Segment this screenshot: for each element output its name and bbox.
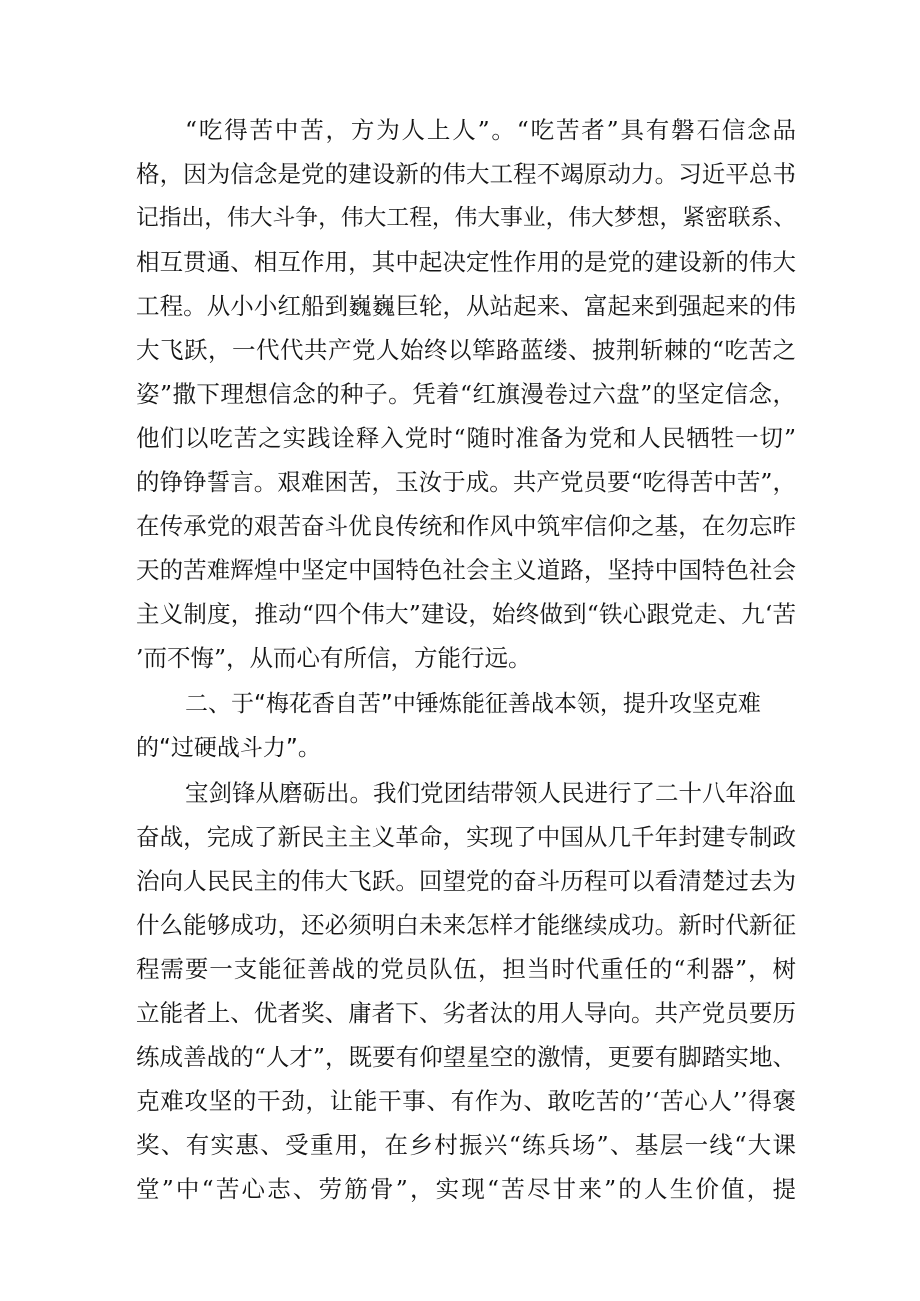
paragraph-1-line: 记指出，伟大斗争，伟大工程，伟大事业，伟大梦想，紧密联系、 [136,205,796,231]
paragraph-2-line: 堂”中“苦心志、劳筋骨”，实现“苦尽甘来”的人生价值，提 [136,1175,796,1203]
paragraph-2-line: 奋战，完成了新民主主义革命，实现了中国从几千年封建专制政 [136,823,796,851]
paragraph-2-line: 程需要一支能征善战的党员队伍，担当时代重任的“利器”，树 [136,955,796,983]
paragraph-1-line: 姿”撒下理想信念的种子。凭着“红旗漫卷过六盘”的坚定信念， [136,380,796,408]
paragraph-1-line: 他们以吃苦之实践诠释入党时“随时准备为党和人民牺牲一切” [136,424,796,452]
paragraph-1-line: 大飞跃，一代代共产党人始终以筚路蓝缕、披荆斩棘的“吃苦之 [136,336,796,364]
paragraph-1-line: 主义制度，推动“四个伟大”建设，始终做到“铁心跟党走、九‘苦 [136,600,796,628]
paragraph-2-line: 治向人民民主的伟大飞跃。回望党的奋斗历程可以看清楚过去为 [136,867,796,895]
paragraph-2-line: 宝剑锋从磨砺出。我们党团结带领人民进行了二十八年浴血 [185,779,796,807]
paragraph-1-line: 天的苦难辉煌中坚定中国特色社会主义道路，坚持中国特色社会 [136,556,796,584]
paragraph-1-line: 在传承党的艰苦奋斗优良传统和作风中筑牢信仰之基，在勿忘昨 [136,512,796,540]
section-heading-line: 二、于“梅花香自苦”中锤炼能征善战本领，提升攻坚克难 [185,691,761,717]
paragraph-1-line: 工程。从小小红船到巍巍巨轮，从站起来、富起来到强起来的伟 [136,292,796,320]
paragraph-1-line: 相互贯通、相互作用，其中起决定性作用的是党的建设新的伟大 [136,248,796,276]
paragraph-1-line: 格，因为信念是党的建设新的伟大工程不竭原动力。习近平总书 [136,160,796,188]
paragraph-1-line: ’而不悔”，从而心有所信，方能行远。 [136,644,532,672]
paragraph-1-line: “吃得苦中苦，方为人上人”。“吃苦者”具有磐石信念品 [185,116,796,144]
section-heading-line: 的“过硬战斗力”。 [136,735,321,761]
paragraph-2-line: 什么能够成功，还必须明白未来怎样才能继续成功。新时代新征 [136,911,796,939]
paragraph-2-line: 立能者上、优者奖、庸者下、劣者汰的用人导向。共产党员要历 [136,999,796,1027]
paragraph-1-line: 的铮铮誓言。艰难困苦，玉汝于成。共产党员要“吃得苦中苦”， [136,468,796,496]
paragraph-2-line: 克难攻坚的干劲，让能干事、有作为、敢吃苦的’‘苦心人’’得褒 [136,1087,796,1115]
paragraph-2-line: 奖、有实惠、受重用，在乡村振兴“练兵场”、基层一线“大课 [136,1131,796,1159]
paragraph-2-line: 练成善战的“人才”，既要有仰望星空的激情，更要有脚踏实地、 [136,1043,796,1071]
